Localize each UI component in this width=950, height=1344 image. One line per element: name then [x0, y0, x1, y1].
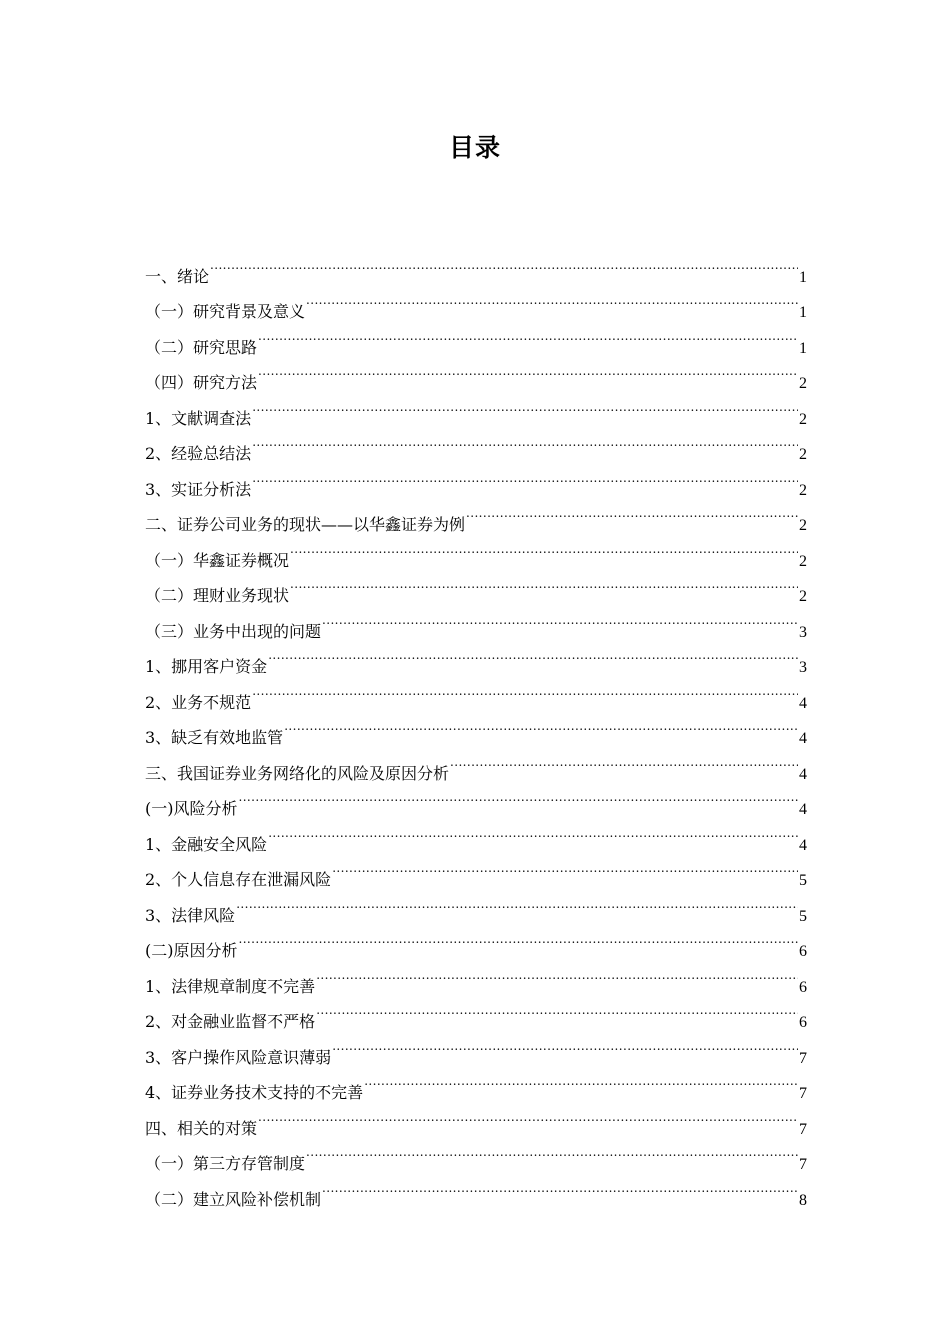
- toc-page-number: 2: [799, 552, 807, 570]
- toc-dot-leader: [364, 1063, 798, 1099]
- toc-dot-leader: [306, 282, 798, 318]
- toc-entry-title: 1、金融安全风险: [145, 834, 268, 854]
- toc-page-number: 2: [799, 517, 807, 534]
- toc-entry-title: 3、法律风险: [145, 905, 236, 925]
- toc-page-number: 7: [799, 1120, 807, 1138]
- toc-dot-leader: [322, 601, 798, 637]
- toc-entry-title: 四、相关的对策: [145, 1118, 258, 1138]
- toc-page-number: 4: [799, 765, 807, 783]
- toc-page-number: 5: [799, 872, 807, 889]
- toc-page-number: 4: [799, 694, 807, 712]
- toc-dot-leader: [258, 1098, 798, 1134]
- toc-dot-leader: [236, 885, 798, 921]
- toc-entry-title: 1、挪用客户资金: [145, 657, 268, 676]
- toc-page-number: 7: [799, 1156, 807, 1173]
- toc-entry[interactable]: [145, 921, 807, 960]
- toc-page-number: 4: [799, 801, 807, 818]
- toc-entry-title: 3、客户操作风险意识薄弱: [145, 1047, 332, 1067]
- toc-page-number: 5: [799, 907, 807, 925]
- toc-dot-leader: [316, 956, 798, 992]
- toc-entry-title: 4、证券业务技术支持的不完善: [145, 1083, 364, 1102]
- toc-page-number: 4: [799, 730, 807, 747]
- toc-page-number: 7: [799, 1049, 807, 1067]
- toc-dot-leader: [450, 743, 798, 779]
- toc-entry-title: （三）业务中出现的问题: [145, 621, 322, 641]
- toc-entry[interactable]: [145, 885, 807, 925]
- toc-entry-title: 3、实证分析法: [145, 479, 252, 499]
- toc-dot-leader: [268, 814, 798, 850]
- toc-entry-title: 二、证券公司业务的现状——以华鑫证券为例: [145, 515, 466, 534]
- toc-dot-leader: [239, 779, 799, 815]
- toc-dot-leader: [258, 353, 798, 389]
- toc-entry-title: （二）建立风险补偿机制: [145, 1189, 322, 1209]
- toc-entry[interactable]: [145, 282, 807, 321]
- toc-page-number: 2: [799, 375, 807, 392]
- toc-page-number: 6: [799, 1014, 807, 1031]
- table-of-contents: [145, 246, 807, 1209]
- toc-page-number: 8: [799, 1191, 807, 1209]
- toc-dot-leader: [306, 1134, 798, 1170]
- toc-entry-title: 一、绪论: [145, 266, 210, 286]
- toc-dot-leader: [210, 246, 798, 282]
- toc-page-number: 7: [799, 1085, 807, 1102]
- toc-entry[interactable]: [145, 779, 807, 818]
- toc-dot-leader: [252, 424, 798, 460]
- toc-page-number: 3: [799, 659, 807, 676]
- toc-entry-title: 三、我国证券业务网络化的风险及原因分析: [145, 763, 450, 783]
- toc-page-number: 2: [799, 446, 807, 463]
- toc-dot-leader: [239, 921, 799, 957]
- toc-entry[interactable]: [145, 956, 807, 996]
- toc-page-number: 1: [799, 304, 807, 321]
- toc-dot-leader: [290, 566, 798, 602]
- toc-page-number: 2: [799, 481, 807, 499]
- toc-dot-leader: [284, 708, 798, 744]
- toc-entry-title: （四）研究方法: [145, 373, 258, 392]
- toc-page-number: 3: [799, 623, 807, 641]
- toc-entry-title: （一）研究背景及意义: [145, 302, 306, 321]
- toc-dot-leader: [252, 459, 798, 495]
- toc-dot-leader: [252, 388, 798, 424]
- toc-dot-leader: [252, 672, 798, 708]
- toc-dot-leader: [322, 1169, 798, 1205]
- toc-entry-title: 2、经验总结法: [145, 444, 252, 463]
- toc-entry-title: 2、对金融业监督不严格: [145, 1012, 316, 1031]
- toc-page-number: 4: [799, 836, 807, 854]
- toc-dot-leader: [290, 530, 798, 566]
- toc-dot-leader: [316, 992, 798, 1028]
- toc-entry-title: 3、缺乏有效地监管: [145, 728, 284, 747]
- toc-entry-title: （二）研究思路: [145, 337, 258, 357]
- toc-entry[interactable]: [145, 246, 807, 286]
- toc-entry-title: 2、业务不规范: [145, 692, 252, 712]
- toc-entry-title: （一）华鑫证券概况: [145, 550, 290, 570]
- page-title: 目录: [448, 133, 501, 162]
- toc-entry-title: （二）理财业务现状: [145, 586, 290, 605]
- toc-page-number: 6: [799, 943, 807, 960]
- toc-entry-title: 2、个人信息存在泄漏风险: [145, 870, 332, 889]
- toc-page-number: 2: [799, 588, 807, 605]
- toc-page-number: 1: [799, 339, 807, 357]
- toc-dot-leader: [332, 850, 798, 886]
- toc-dot-leader: [332, 1027, 798, 1063]
- toc-page-number: 6: [799, 978, 807, 996]
- toc-page-number: 2: [799, 410, 807, 428]
- toc-page-number: 1: [799, 268, 807, 286]
- toc-dot-leader: [268, 637, 798, 673]
- toc-entry[interactable]: [145, 814, 807, 854]
- toc-entry-title: (一)风险分析: [145, 799, 238, 818]
- toc-dot-leader: [258, 317, 798, 353]
- toc-entry-title: (二)原因分析: [145, 941, 238, 960]
- toc-entry-title: （一）第三方存管制度: [145, 1154, 306, 1173]
- toc-entry-title: 1、法律规章制度不完善: [145, 976, 316, 996]
- toc-entry-title: 1、文献调查法: [145, 408, 252, 428]
- toc-dot-leader: [466, 495, 798, 531]
